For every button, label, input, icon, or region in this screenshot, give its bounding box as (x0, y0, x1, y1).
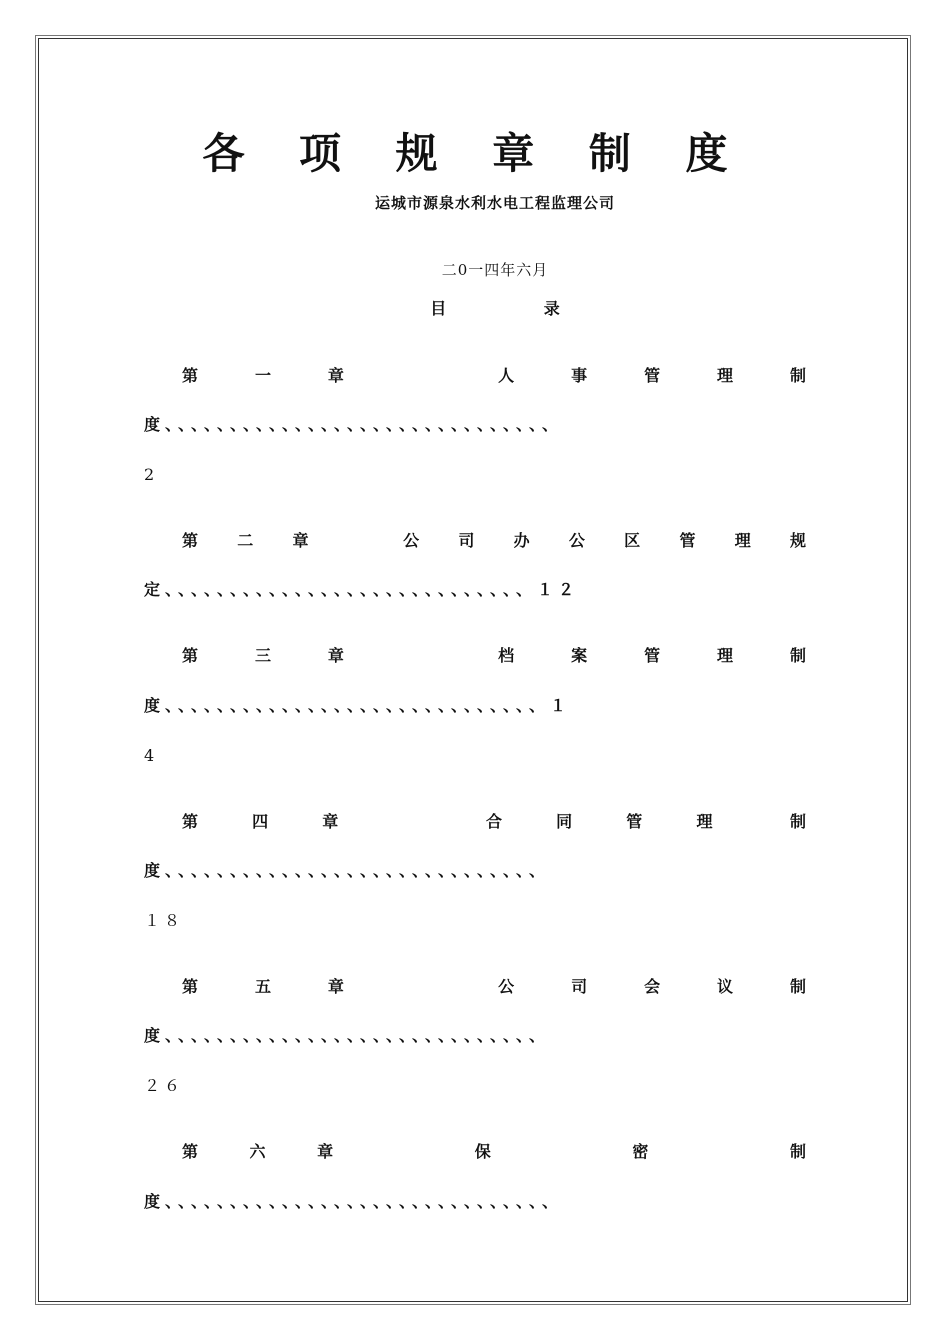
document-title: 各 项 规 章 制 度 (202, 129, 748, 178)
toc-entry-4-title: 第 四 章 合 同 管 理 制 (182, 812, 806, 831)
toc-entry-1-page: 2 (144, 465, 159, 484)
toc-entry-3-leader: 度、、、、、、、、、、、、、、、、、、、、、、、、、、、、、１ (144, 696, 572, 715)
page-border (38, 38, 908, 1302)
toc-entry-5-title: 第 五 章 公 司 会 议 制 (182, 977, 806, 996)
toc-entry-6-title: 第 六 章 保 密 制 (182, 1142, 806, 1161)
toc-entry-3-page: 4 (144, 746, 159, 765)
document-date: 二0一四年六月 (441, 261, 549, 279)
toc-entry-6-leader: 度、、、、、、、、、、、、、、、、、、、、、、、、、、、、、、 (144, 1192, 564, 1211)
toc-entry-4-page: １８ (144, 911, 185, 930)
toc-entry-2-title: 第 二 章 公 司 办 公 区 管 理 规 (182, 531, 806, 550)
toc-entry-5-leader: 度、、、、、、、、、、、、、、、、、、、、、、、、、、、、、 (144, 1026, 551, 1045)
toc-heading: 目 录 (430, 299, 606, 318)
toc-entry-1-title: 第 一 章 人 事 管 理 制 (182, 366, 806, 385)
toc-entry-1-leader: 度、、、、、、、、、、、、、、、、、、、、、、、、、、、、、、 (144, 415, 564, 434)
toc-entry-5-page: ２６ (144, 1076, 185, 1095)
toc-entry-3-title: 第 三 章 档 案 管 理 制 (182, 646, 806, 665)
company-name: 运城市源泉水利水电工程监理公司 (374, 194, 615, 212)
toc-entry-4-leader: 度、、、、、、、、、、、、、、、、、、、、、、、、、、、、、 (144, 861, 551, 880)
toc-entry-2-leader: 定、、、、、、、、、、、、、、、、、、、、、、、、、、、、１２ (144, 580, 580, 599)
